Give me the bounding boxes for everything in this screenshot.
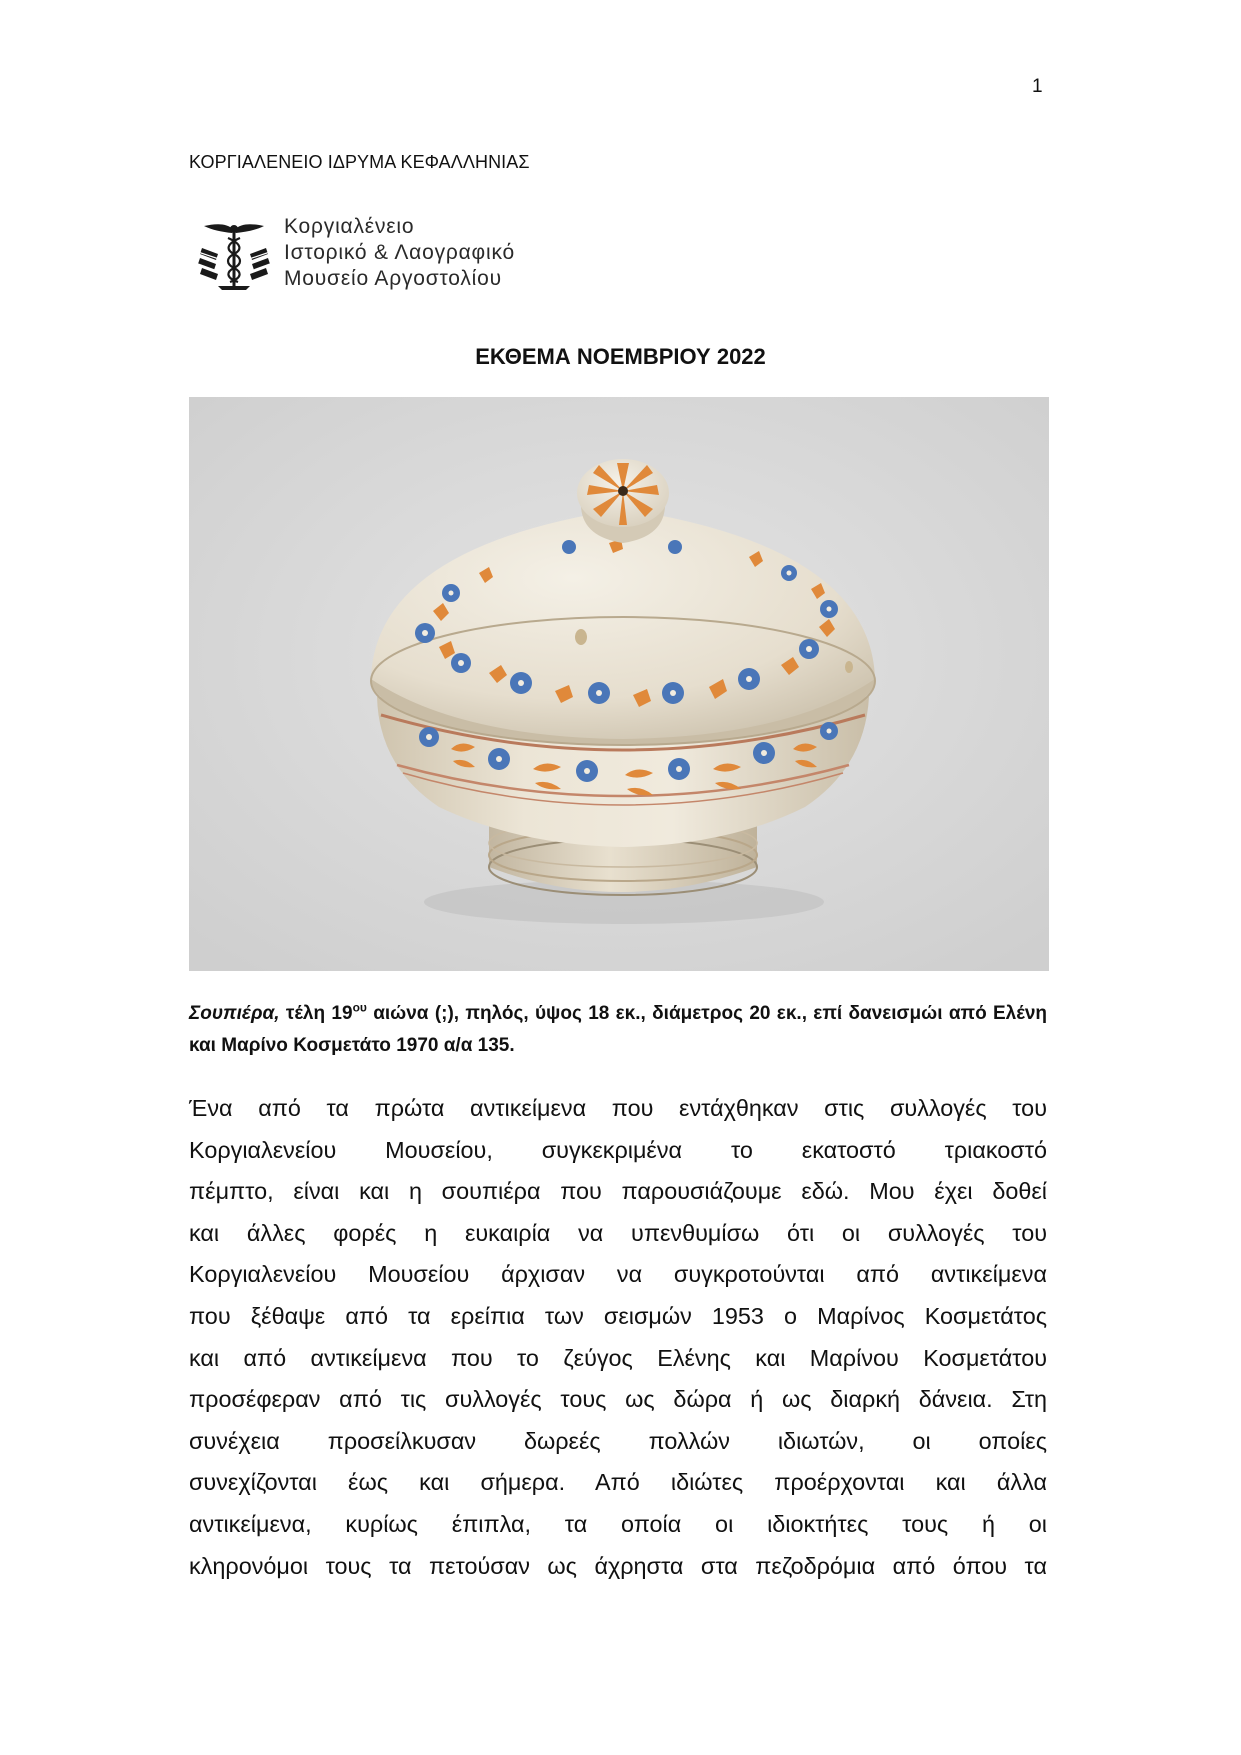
caption-text-part2: αιώνα (;), πηλός, ύψος 18 εκ., διάμετρος 20 εκ., επί δανεισμώι από Ελένη και Μαρίνο Κοσμετάτο 1970 α/α 135. (189, 1003, 1047, 1056)
body-line: Κοργιαλενείου Μουσείου, συγκεκριμένα το εκατοστό τριακοστό (189, 1136, 1047, 1163)
caption-superscript: ου (352, 1000, 367, 1015)
page-number: 1 (1032, 76, 1043, 97)
logo-line-3: Μουσείο Αργοστολίου (284, 267, 502, 290)
body-line: Κοργιαλενείου Μουσείου άρχισαν να συγκροτούνται από αντικείμενα (189, 1261, 1047, 1288)
soup-tureen-photo (189, 397, 1049, 971)
caption-text-part1: τέλη 19 (279, 1003, 353, 1024)
logo-line-1: Κοργιαλένειο (284, 215, 415, 238)
body-text (189, 1088, 1047, 1587)
body-line: που ξέθαψε από τα ερείπια των σεισμών 1953 ο Μαρίνος Κοσμετάτος (189, 1302, 1047, 1329)
body-line: και άλλες φορές η ευκαιρία να υπενθυμίσω ότι οι συλλογές του (189, 1219, 1047, 1246)
body-line: πέμπτο, είναι και η σουπιέρα που παρουσιάζουμε εδώ. Μου έχει δοθεί (189, 1178, 1047, 1205)
exhibit-title: ΕΚΘΕΜΑ ΝΟΕΜΒΡΙΟΥ 2022 (475, 344, 766, 369)
institution-name: ΚΟΡΓΙΑΛΕΝΕΙΟ ΙΔΡΥΜΑ ΚΕΦΑΛΛΗΝΙΑΣ (189, 152, 530, 172)
museum-logo (196, 214, 576, 300)
body-line: συνέχεια προσείλκυσαν δωρεές πολλών ιδιωτών, οι οποίες (189, 1427, 1047, 1454)
body-line: αντικείμενα, κυρίως έπιπλα, τα οποία οι ιδιοκτήτες τους ή οι (189, 1510, 1047, 1537)
body-line: συνεχίζονται έως και σήμερα. Από ιδιώτες προέρχονται και άλλα (189, 1469, 1047, 1496)
body-line: κληρονόμοι τους τα πετούσαν ως άχρηστα στα πεζοδρόμια από όπου τα (189, 1552, 1047, 1579)
body-line: και από αντικείμενα που το ζεύγος Ελένης και Μαρίνου Κοσμετάτου (189, 1344, 1047, 1371)
body-line: Ένα από τα πρώτα αντικείμενα που εντάχθηκαν στις συλλογές του (189, 1095, 1047, 1121)
museum-logo-text (284, 214, 515, 292)
logo-line-2: Ιστορικό & Λαογραφικό (284, 241, 515, 264)
caduceus-emblem-icon (196, 220, 272, 292)
exhibit-caption (189, 998, 1047, 1062)
caption-object-name: Σουπιέρα, (189, 1003, 280, 1024)
body-line: προσέφεραν από τις συλλογές τους ως δώρα ή ως διαρκή δάνεια. Στη (189, 1386, 1047, 1413)
